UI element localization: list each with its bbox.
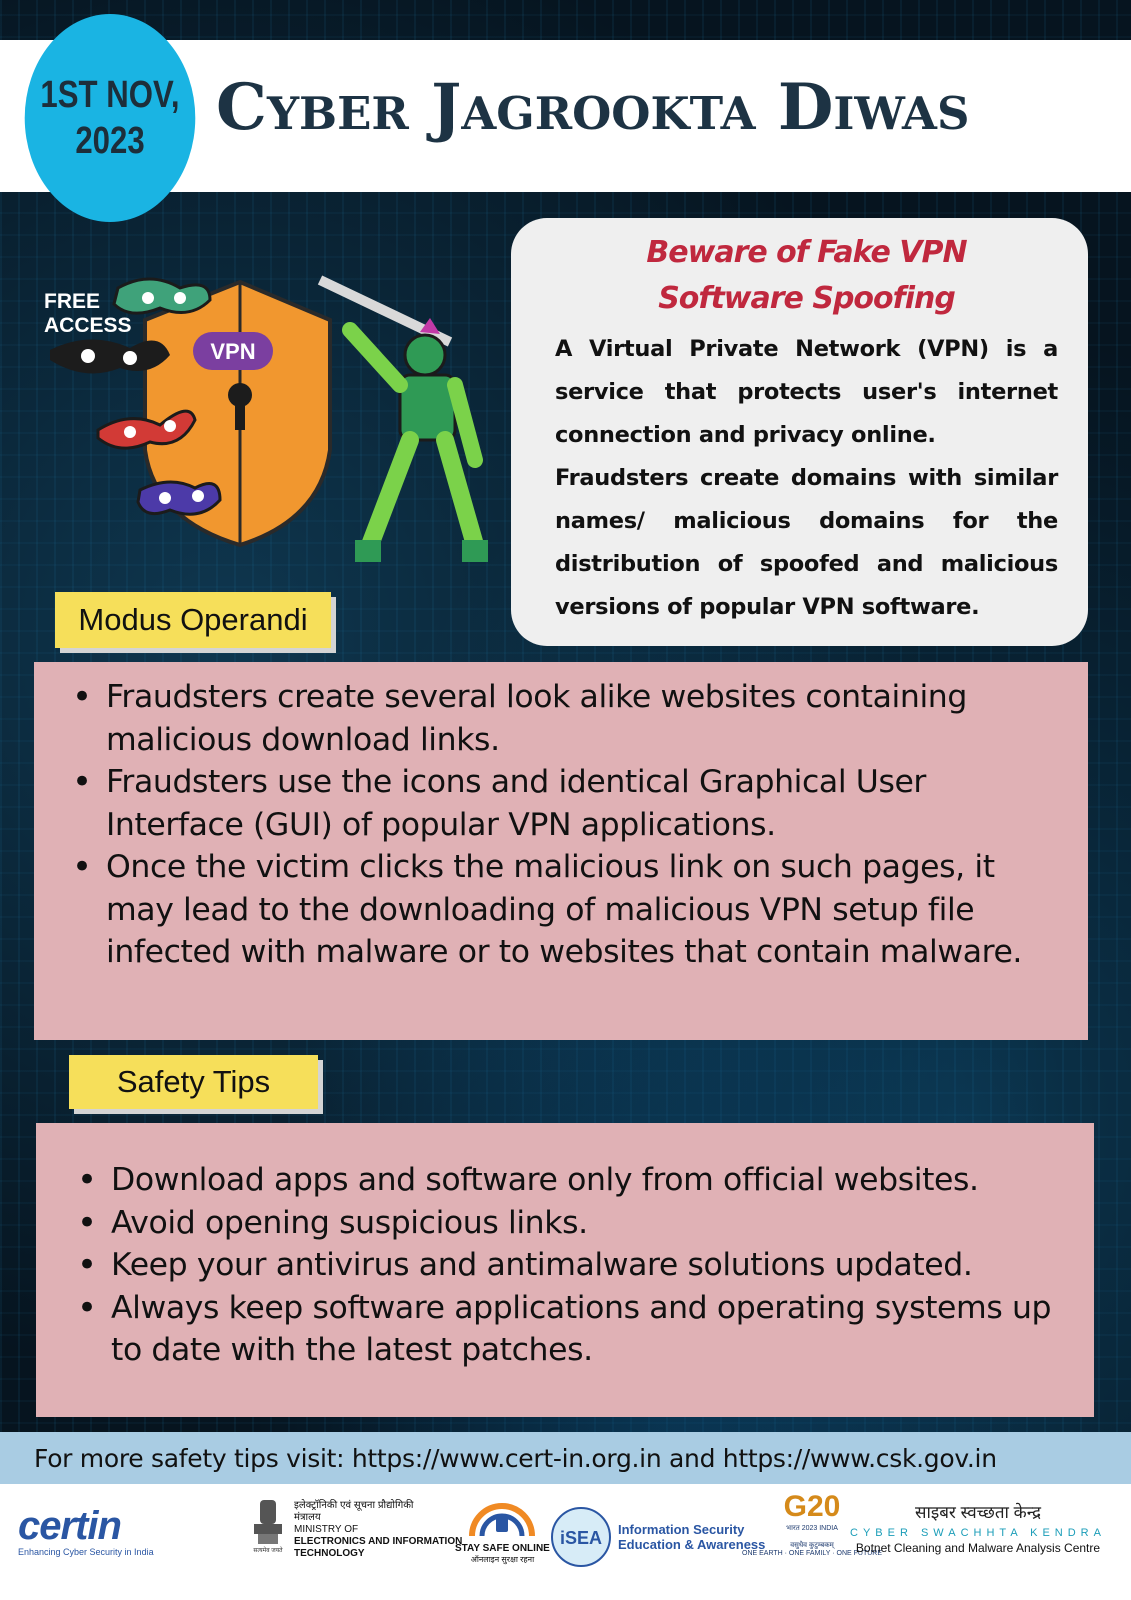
list-item: • Once the victim clicks the malicious link on such pages, it may lead to the downloading of malicious VPN setup file infected with malware or to websites that contain malware. — [106, 846, 1068, 974]
stay-safe-online-icon — [462, 1496, 542, 1540]
list-item: • Keep your antivirus and antimalware solutions updated. — [111, 1244, 1074, 1287]
date-line-2: 2023 — [75, 120, 145, 162]
visit-links-bar[interactable]: For more safety tips visit: https://www.cert-in.org.in and https://www.csk.gov.in — [0, 1432, 1131, 1484]
emblem-icon — [250, 1496, 286, 1554]
shield-hacker-graphic — [30, 260, 510, 590]
list-item: • Always keep software applications and operating systems up to date with the latest patches. — [111, 1287, 1074, 1372]
date-badge — [25, 14, 196, 222]
list-item: • Download apps and software only from official websites. — [111, 1159, 1074, 1202]
list-item: • Fraudsters use the icons and identical Graphical User Interface (GUI) of popular VPN applications. — [106, 761, 1068, 846]
vpn-illustration — [30, 260, 510, 590]
csk-logo: साइबर स्वच्छता केन्द्र CYBER SWACHHTA KENDRA Botnet Cleaning and Malware Analysis Centre — [850, 1503, 1106, 1555]
safety-tips-box — [36, 1123, 1094, 1417]
safety-tips-label: Safety Tips — [69, 1055, 318, 1109]
modus-operandi-box — [34, 662, 1088, 1040]
g20-logo: G20 भारत 2023 INDIA वसुधैव कुटुम्बकम् ONE EARTH · ONE FAMILY · ONE FUTURE — [742, 1490, 883, 1557]
svg-text:iSEA: iSEA — [559, 1528, 603, 1548]
info-card — [511, 218, 1088, 646]
list-item: • Avoid opening suspicious links. — [111, 1202, 1074, 1245]
certin-logo: certin Enhancing Cyber Security in India — [18, 1504, 154, 1557]
free-access-text: FREE ACCESS — [44, 290, 132, 337]
logo-strip — [0, 1484, 1131, 1600]
modus-operandi-list — [106, 676, 1068, 974]
stay-safe-online-logo: STAY SAFE ONLINE ऑनलाइन सुरक्षा रहना — [455, 1496, 550, 1565]
svg-text:सत्यमेव जयते: सत्यमेव जयते — [253, 1548, 283, 1554]
info-title: Beware of Fake VPN Software Spoofing — [646, 235, 967, 316]
modus-operandi-label: Modus Operandi — [55, 592, 331, 648]
safety-tips-list — [111, 1159, 1074, 1372]
isea-logo: iSEA Information Security Education & Awareness — [550, 1506, 765, 1568]
page-title: Cyber Jagrookta Diwas — [216, 70, 970, 145]
isea-icon — [550, 1506, 612, 1568]
info-paragraph-2: Fraudsters create domains with similar names/ malicious domains for the distribution of spoofed and malicious versions of popular VPN software. — [555, 465, 1058, 620]
date-line-1: 1ST NOV, — [40, 74, 180, 116]
meity-logo: सत्यमेव जयते इलेक्ट्रॉनिकी एवं सूचना प्रौद्योगिकी मंत्रालय MINISTRY OF ELECTRONICS AND INFORMATION TECHNOLOGY — [250, 1496, 494, 1560]
list-item: • Fraudsters create several look alike websites containing malicious download links. — [106, 676, 1068, 761]
vpn-badge-text: VPN — [210, 339, 256, 364]
info-paragraph-1: A Virtual Private Network (VPN) is a service that protects user's internet connection and privacy online. — [555, 336, 1058, 448]
